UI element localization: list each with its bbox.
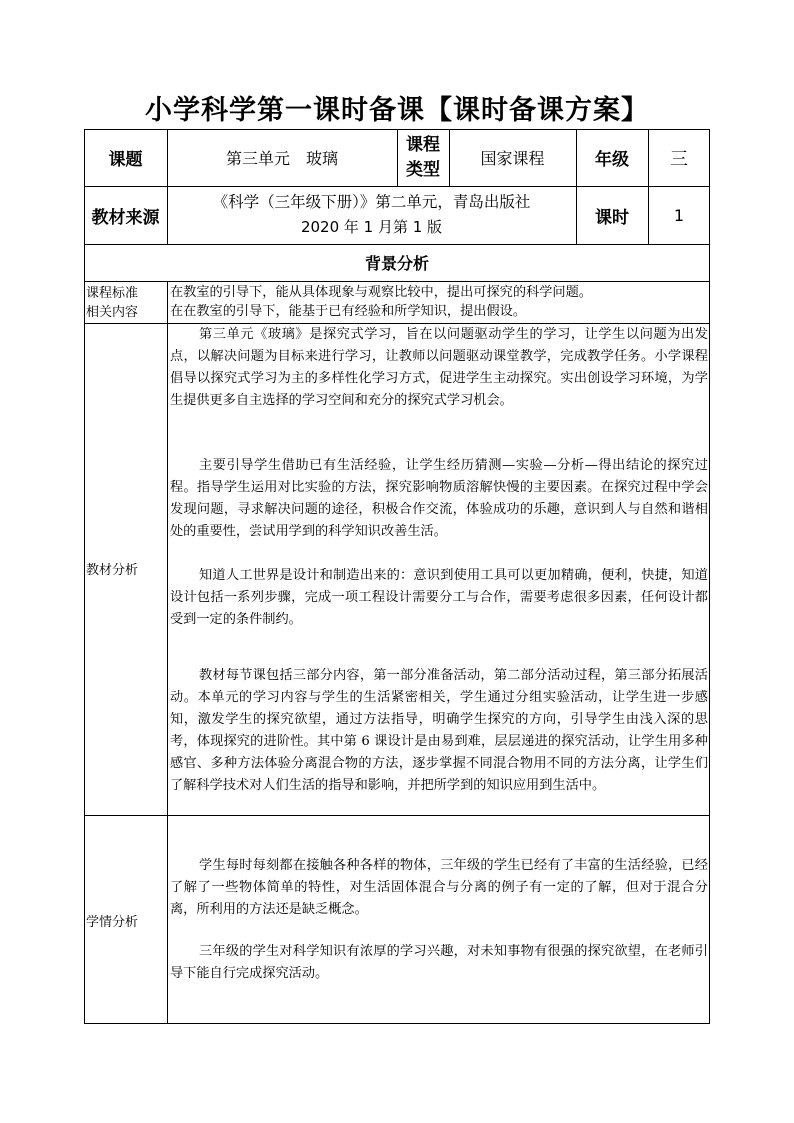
period-label: 课时	[595, 207, 629, 228]
topic-value: 第三单元 玻璃	[225, 149, 338, 168]
standards-label-line2: 相关内容	[86, 305, 139, 320]
learner-paragraph-2: 三年级的学生对科学知识有浓厚的学习兴趣，对未知事物有很强的探究欲望，在老师引导下能自行完成探究活动。	[170, 944, 708, 981]
textbook-analysis-label: 教材分析	[86, 563, 139, 578]
source-line-1: 《科学（三年级下册）》第二单元，青岛出版社	[212, 193, 531, 211]
topic-label: 课题	[108, 150, 143, 170]
learner-analysis-label: 学情分析	[86, 915, 139, 930]
textbook-paragraph-4: 教材每节课包括三部分内容，第一部分准备活动，第二部分活动过程，第三部分拓展活动。本单元的学习内容与学生的生活紧密相关，学生通过分组实验活动，让学生进一步感知，激发学生的探究欲望，通过方法指导，明确学生探究的方向，引导学生由浅入深的思考，体现探究的进阶性。其中第 6 课设计是由易到难，层层递进的探究活动，让学生用多种感官、多种方法体验分离混合物的方法，逐步掌握不同混合物用不同的方法分离，让学生们了解科学技术对人们生活的指导和影响，并把所学到的知识应用到生活中。	[170, 668, 708, 793]
period-value: 1	[673, 205, 685, 225]
standards-line2: 在在教室的引导下，能基于已有经验和所学知识，提出假设。	[170, 304, 527, 319]
standards-label-line1: 课程标准	[86, 286, 139, 301]
source-line-2: 2020 年 1 月第 1 版	[300, 218, 443, 236]
standards-line1: 在教室的引导下，能从具体现象与观察比较中，提出可探究的科学问题。	[170, 285, 592, 300]
row-divider	[84, 281, 710, 282]
standards-content	[170, 283, 708, 321]
row-divider	[84, 815, 710, 816]
course-type-value: 国家课程	[480, 149, 545, 168]
learner-paragraph-1: 学生每时每刻都在接触各种各样的物体，三年级的学生已经有了丰富的生活经验，已经了解了一些物体简单的特性，对生活固体混合与分离的例子有一定的了解，但对于混合分离，所利用的方法还是缺乏概念。	[170, 858, 708, 917]
standards-label	[86, 284, 166, 322]
background-heading: 背景分析	[364, 254, 429, 273]
grade-label: 年级	[595, 150, 629, 170]
col-divider	[167, 281, 168, 1024]
page-title: 小学科学第一课时备课【课时备课方案】	[145, 95, 649, 126]
textbook-paragraph-2: 主要引导学生借助已有生活经验，让学生经历猜测—实验—分析—得出结论的探究过程。指导学生运用对比实验的方法，探究影响物质溶解快慢的主要因素。在探究过程中学会发现问题，寻求解决问题的途径，积极合作交流，体验成功的乐趣，意识到人与自然和谐相处的重要性，尝试用学到的科学知识改善生活。	[170, 458, 708, 539]
course-type-label-line1: 课程	[406, 134, 440, 155]
textbook-paragraph-1: 第三单元《玻璃》是探究式学习，旨在以问题驱动学生的学习，让学生以问题为出发点，以解决问题为目标来进行学习，让教师以问题驱动课堂教学，完成教学任务。小学课程倡导以探究式学习为主的多样性化学习方式，促进学生主动探究。实出创设学习环境，为学生提供更多自主选择的学习空间和充分的探究式学习机会。	[170, 327, 708, 408]
textbook-paragraph-3: 知道人工世界是设计和制造出来的：意识到使用工具可以更加精确，便利，快捷，知道设计包括一系列步骤，完成一项工程设计需要分工与合作，需要考虑很多因素，任何设计都受到一定的条件制约。	[170, 568, 708, 627]
course-type-label	[397, 129, 449, 186]
source-value	[167, 186, 576, 244]
course-type-label-line2: 类型	[406, 159, 440, 180]
source-label: 教材来源	[91, 207, 160, 228]
grade-value: 三	[670, 148, 688, 170]
